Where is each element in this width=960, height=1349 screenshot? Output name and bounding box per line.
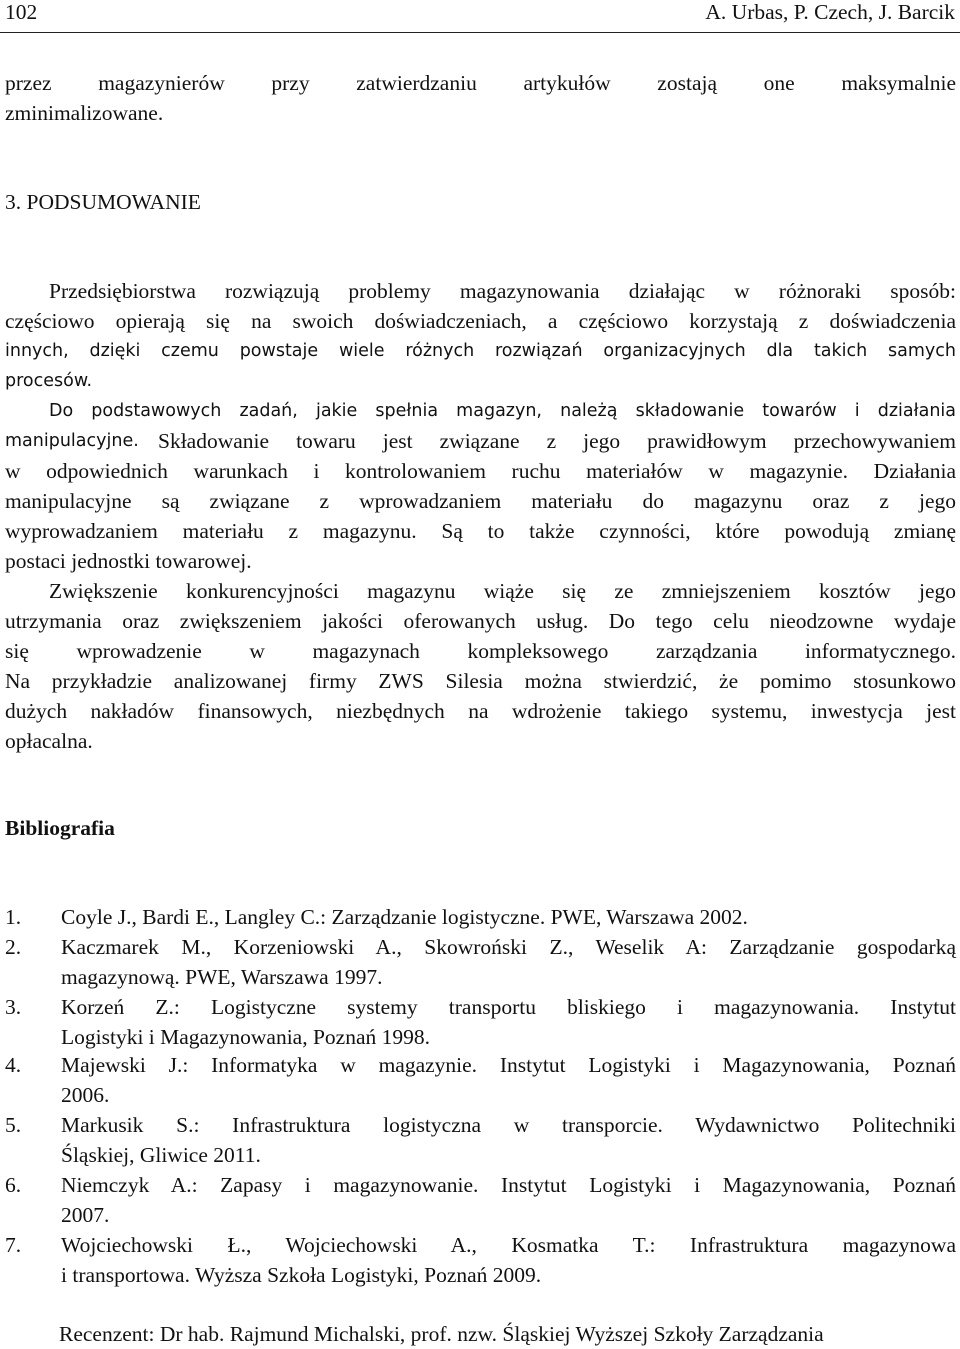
reference-text: Coyle J., Bardi E., Langley C.: Zarządzanie logistyczne. PWE, Warszawa 2002. [61, 905, 748, 929]
reference-number: 4. [5, 1053, 22, 1077]
running-header-authors: A. Urbas, P. Czech, J. Barcik [705, 0, 955, 24]
paragraph-line: innych, dzięki czemu powstaje wiele różnych rozwiązań organizacyjnych dla takich samych [5, 341, 956, 361]
paragraph-line: utrzymania oraz zwiększeniem jakości oferowanych usług. Do tego celu nieodzowne wydaje [5, 609, 956, 633]
paragraph-line: się wprowadzenie w magazynach kompleksowego zarządzania informatycznego. [5, 639, 956, 663]
paragraph-line: dużych nakładów finansowych, niezbędnych na wdrożenie takiego systemu, inwestycja jest [5, 699, 956, 723]
paragraph-line: manipulacyjne są związane z wprowadzaniem materiału do magazynu oraz z jego [5, 489, 956, 513]
intro-line: przez magazynierów przy zatwierdzaniu artykułów zostają one maksymalnie [5, 71, 956, 95]
reference-number: 6. [5, 1173, 22, 1197]
reviewer-note: Recenzent: Dr hab. Rajmund Michalski, prof. nzw. Śląskiej Wyższej Szkoły Zarządzania [59, 1322, 824, 1346]
reference-text: Wojciechowski Ł., Wojciechowski A., Kosmatka T.: Infrastruktura magazynowa [61, 1233, 956, 1257]
paragraph-line: Zwiększenie konkurencyjności magazynu wiąże się ze zmniejszeniem kosztów jego [49, 579, 956, 603]
running-header [0, 0, 960, 33]
paragraph-line: w odpowiednich warunkach i kontrolowaniem ruchu materiałów w magazynie. Działania [5, 459, 956, 483]
reference-text: Korzeń Z.: Logistyczne systemy transportu bliskiego i magazynowania. Instytut [61, 995, 956, 1019]
paragraph-line: postaci jednostki towarowej. [5, 549, 252, 573]
reference-text: Majewski J.: Informatyka w magazynie. Instytut Logistyki i Magazynowania, Poznań [61, 1053, 956, 1077]
bibliography-title: Bibliografia [5, 816, 115, 840]
reference-text: i transportowa. Wyższa Szkoła Logistyki, Poznań 2009. [61, 1263, 542, 1287]
reference-text: 2007. [61, 1203, 110, 1227]
reference-text: 2006. [61, 1083, 110, 1107]
section-heading: 3. PODSUMOWANIE [5, 190, 201, 214]
reference-number: 5. [5, 1113, 22, 1137]
reference-number: 1. [5, 905, 22, 929]
reference-text: magazynową. PWE, Warszawa 1997. [61, 965, 383, 989]
reference-number: 3. [5, 995, 22, 1019]
page-number: 102 [5, 0, 38, 24]
reference-text: Markusik S.: Infrastruktura logistyczna w transporcie. Wydawnictwo Politechniki [61, 1113, 956, 1137]
paragraph-line: opłacalna. [5, 729, 93, 753]
paragraph-line: Przedsiębiorstwa rozwiązują problemy magazynowania działając w różnoraki sposób: [49, 279, 956, 303]
paragraph-line: Do podstawowych zadań, jakie spełnia magazyn, należą składowanie towarów i działania [49, 401, 956, 421]
reference-text: Kaczmarek M., Korzeniowski A., Skowroński Z., Weselik A: Zarządzanie gospodarką [61, 935, 956, 959]
reference-number: 7. [5, 1233, 22, 1257]
paragraph-line: wyprowadzaniem materiału z magazynu. Są to także czynności, które powodują zmianę [5, 519, 956, 543]
paragraph-line: Składowanie towaru jest związane z jego prawidłowym przechowywaniem [158, 429, 956, 453]
reference-number: 2. [5, 935, 22, 959]
reference-text: Śląskiej, Gliwice 2011. [61, 1143, 261, 1167]
reference-text: Logistyki i Magazynowania, Poznań 1998. [61, 1025, 431, 1049]
paragraph-line: Na przykładzie analizowanej firmy ZWS Silesia można stwierdzić, że pomimo stosunkowo [5, 669, 956, 693]
intro-line: zminimalizowane. [5, 101, 164, 125]
paragraph-line: procesów. [5, 371, 93, 391]
reference-text: Niemczyk A.: Zapasy i magazynowanie. Instytut Logistyki i Magazynowania, Poznań [61, 1173, 956, 1197]
paragraph-line: manipulacyjne. [5, 431, 139, 451]
paragraph-line: częściowo opierają się na swoich doświadczeniach, a częściowo korzystają z doświadczenia [5, 309, 956, 333]
